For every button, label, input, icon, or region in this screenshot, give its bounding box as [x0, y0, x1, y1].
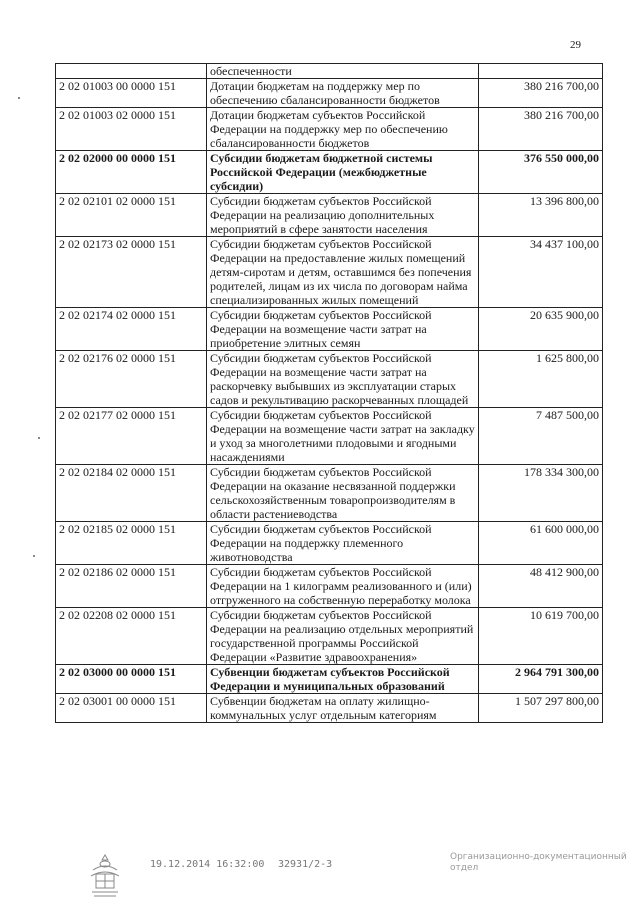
row-code: 2 02 02101 02 0000 151 — [56, 194, 207, 237]
page-footer — [0, 852, 640, 902]
row-name: Субсидии бюджетам субъектов Российской Федерации на возмещение части затрат на раскорчевку выбывших из эксплуатации старых садов и рекультивацию раскорчеванных площадей — [207, 351, 479, 408]
row-code: 2 02 02176 02 0000 151 — [56, 351, 207, 408]
row-code: 2 02 01003 00 0000 151 — [56, 79, 207, 108]
row-name: Дотации бюджетам субъектов Российской Федерации на поддержку мер по обеспечению сбалансированности бюджетов — [207, 108, 479, 151]
row-code: 2 02 02173 02 0000 151 — [56, 237, 207, 308]
table-row-section — [56, 151, 603, 194]
row-amount: 1 507 297 800,00 — [479, 694, 603, 723]
row-code: 2 02 02184 02 0000 151 — [56, 465, 207, 522]
row-code: 2 02 02000 00 0000 151 — [56, 151, 207, 194]
scan-speck — [33, 555, 35, 557]
row-name: Субсидии бюджетам субъектов Российской Федерации на 1 килограмм реализованного и (или) отгруженного на собственную переработку молока — [207, 565, 479, 608]
row-name: Субсидии бюджетам субъектов Российской Федерации на возмещение части затрат на закладку и уход за многолетними плодовыми и ягодными насаждениями — [207, 408, 479, 465]
table-row — [56, 565, 603, 608]
table-row — [56, 351, 603, 408]
row-name: Субсидии бюджетам субъектов Российской Федерации на поддержку племенного животноводства — [207, 522, 479, 565]
row-code: 2 02 02186 02 0000 151 — [56, 565, 207, 608]
table-row — [56, 79, 603, 108]
row-name: Субвенции бюджетам на оплату жилищно-коммунальных услуг отдельным категориям — [207, 694, 479, 723]
row-code: 2 02 02174 02 0000 151 — [56, 308, 207, 351]
row-amount — [479, 64, 603, 79]
footer-org-label: Организационно-документационный отдел — [450, 852, 627, 873]
row-amount: 178 334 300,00 — [479, 465, 603, 522]
row-amount: 48 412 900,00 — [479, 565, 603, 608]
table-row — [56, 408, 603, 465]
table-row — [56, 308, 603, 351]
row-name: Субсидии бюджетам субъектов Российской Федерации на возмещение части затрат на приобретение элитных семян — [207, 308, 479, 351]
row-code: 2 02 03000 00 0000 151 — [56, 665, 207, 694]
footer-timestamp: 19.12.2014 16:32:00 — [150, 859, 265, 870]
coat-of-arms-icon — [85, 852, 125, 898]
row-amount: 61 600 000,00 — [479, 522, 603, 565]
table-row — [56, 694, 603, 723]
footer-doc-number: 32931/2-3 — [278, 859, 333, 870]
table-row-section — [56, 665, 603, 694]
row-name: обеспеченности — [207, 64, 479, 79]
row-name: Субвенции бюджетам субъектов Российской Федерации и муниципальных образований — [207, 665, 479, 694]
table-row — [56, 64, 603, 79]
row-name: Дотации бюджетам на поддержку мер по обеспечению сбалансированности бюджетов — [207, 79, 479, 108]
row-name: Субсидии бюджетам субъектов Российской Федерации на реализацию отдельных мероприятий государственной программы Российской Федерации «Развитие здравоохранения» — [207, 608, 479, 665]
table-row — [56, 522, 603, 565]
row-amount: 20 635 900,00 — [479, 308, 603, 351]
row-amount: 376 550 000,00 — [479, 151, 603, 194]
row-code: 2 02 02177 02 0000 151 — [56, 408, 207, 465]
row-name: Субсидии бюджетам субъектов Российской Федерации на оказание несвязанной поддержки сельскохозяйственным товаропроизводителям в области растениеводства — [207, 465, 479, 522]
row-amount: 7 487 500,00 — [479, 408, 603, 465]
row-code — [56, 64, 207, 79]
table-row — [56, 237, 603, 308]
row-name: Субсидии бюджетам бюджетной системы Российской Федерации (межбюджетные субсидии) — [207, 151, 479, 194]
budget-revenue-table — [55, 63, 603, 723]
row-amount: 380 216 700,00 — [479, 79, 603, 108]
table-row — [56, 608, 603, 665]
row-amount: 34 437 100,00 — [479, 237, 603, 308]
row-name: Субсидии бюджетам субъектов Российской Федерации на предоставление жилых помещений детям-сиротам и детям, оставшимся без попечения родителей, лицам из их числа по договорам найма специализированных жилых помещений — [207, 237, 479, 308]
row-code: 2 02 02208 02 0000 151 — [56, 608, 207, 665]
row-name: Субсидии бюджетам субъектов Российской Федерации на реализацию дополнительных мероприятий в сфере занятости населения — [207, 194, 479, 237]
scan-speck — [38, 437, 40, 439]
table-row — [56, 194, 603, 237]
row-amount: 2 964 791 300,00 — [479, 665, 603, 694]
row-amount: 380 216 700,00 — [479, 108, 603, 151]
table-row — [56, 465, 603, 522]
row-code: 2 02 03001 00 0000 151 — [56, 694, 207, 723]
table-row — [56, 108, 603, 151]
page-number: 29 — [570, 39, 581, 51]
row-amount: 10 619 700,00 — [479, 608, 603, 665]
row-code: 2 02 02185 02 0000 151 — [56, 522, 207, 565]
row-amount: 1 625 800,00 — [479, 351, 603, 408]
row-code: 2 02 01003 02 0000 151 — [56, 108, 207, 151]
table-body — [56, 64, 603, 723]
scan-speck — [18, 97, 20, 99]
row-amount: 13 396 800,00 — [479, 194, 603, 237]
